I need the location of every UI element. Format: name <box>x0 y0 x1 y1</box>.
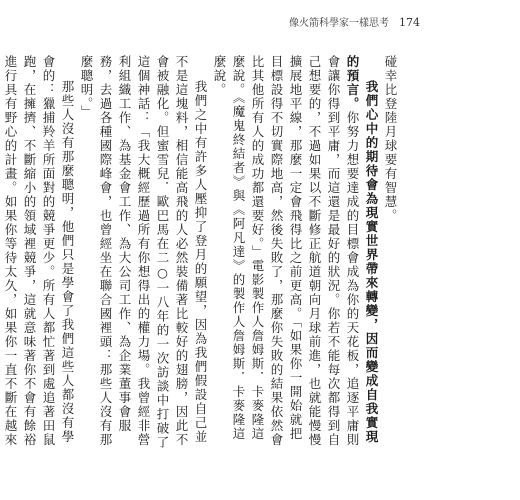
paragraph-3: 我們之中有許多人壓抑了登月的願望，因為我們假設自己並不是這塊料，相信能高飛的人必然裝備著比較好的翅膀，因此不會被融化。但蜜雪兒．歐巴馬在二○一八年的一次訪談中打破了這個神話：「我大概經歷過所有你想得出的權力場。我曾經非營利組織工作、為基金會工作、為大公司工作、為企業董事會服務，去過各種國際峰會，也曾經坐在聯合國裡頭：那些人沒有那麼聰明。」 <box>79 55 208 450</box>
paragraph-2 <box>210 55 381 450</box>
paragraph-2-rest: 你努力想要達成的目標會成為你的天花板，追逐平庸則會讓你得到平庸，而這還是最好的狀況。你若不能每次都得到自己想要的，不過如果以不斷修正航道朝向月球前進，也就能慢慢擴展地平線，那麼一定會飛得比之前更高。「如果你一開始就把目標設得不切實際地高，然後失敗了，那麼你失敗的結果依然會比其他所有人的成功都還要好。」電影製作人詹姆斯．卡麥隆這麼說。《魔鬼終結者》與《阿凡達》的製作人詹姆斯．卡麥隆這麼說。 <box>212 55 360 447</box>
paragraph-4: 那些人沒有那麼聰明，他們只是學會了我們這些人都沒有學會的：獵捕羚羊所面對的競爭更少。所有人都忙著到處追著田鼠跑，在擁擠、不斷縮小的領域裡競爭，這就意味著你不會有餘裕進行具有野心的計畫。如果你等待太久，如果你一直不斷在越來 <box>3 55 75 447</box>
vertical-body-text <box>3 55 400 450</box>
page-header <box>289 14 420 29</box>
running-title: 像火箭科學家一樣思考 <box>289 18 389 29</box>
bold-sentence: 我們心中的期待會為現實世界帶來轉變，因而變成自我實現的預言。 <box>345 55 379 444</box>
page-number: 174 <box>399 16 420 29</box>
paragraph-1: 碰幸比登陸月球要有智慧。 <box>383 55 398 223</box>
